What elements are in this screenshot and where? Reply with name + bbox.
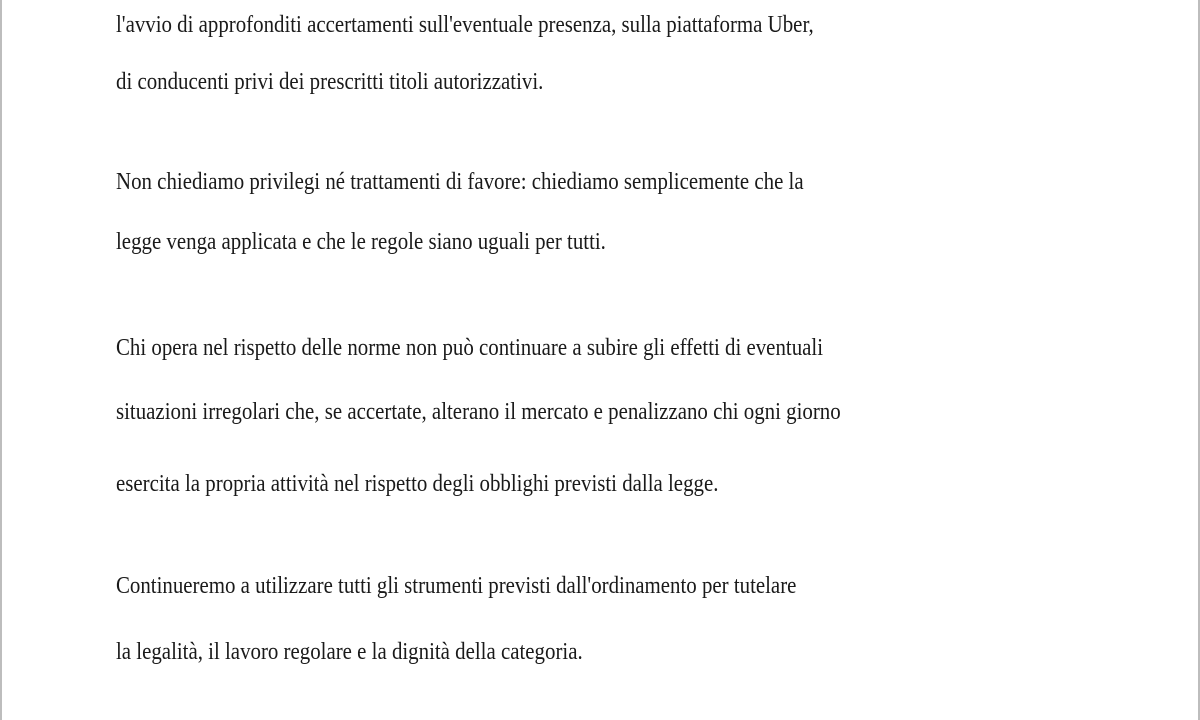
text-line: Non chiediamo privilegi né trattamenti di favore: chiediamo semplicemente che la	[116, 169, 804, 195]
text-line: esercita la propria attività nel rispetto degli obblighi previsti dalla legge.	[116, 471, 719, 497]
text-line: la legalità, il lavoro regolare e la dignità della categoria.	[116, 639, 583, 665]
text-line: Continueremo a utilizzare tutti gli strumenti previsti dall'ordinamento per tutelare	[116, 573, 797, 599]
text-line: Chi opera nel rispetto delle norme non può continuare a subire gli effetti di eventuali	[116, 335, 824, 361]
text-line: situazioni irregolari che, se accertate, alterano il mercato e penalizzano chi ogni giorno	[116, 399, 841, 425]
page-left-border	[0, 0, 2, 720]
text-line: l'avvio di approfonditi accertamenti sull'eventuale presenza, sulla piattaforma Uber,	[116, 12, 814, 38]
text-line: di conducenti privi dei prescritti titoli autorizzativi.	[116, 69, 544, 95]
text-line: legge venga applicata e che le regole siano uguali per tutti.	[116, 229, 606, 255]
